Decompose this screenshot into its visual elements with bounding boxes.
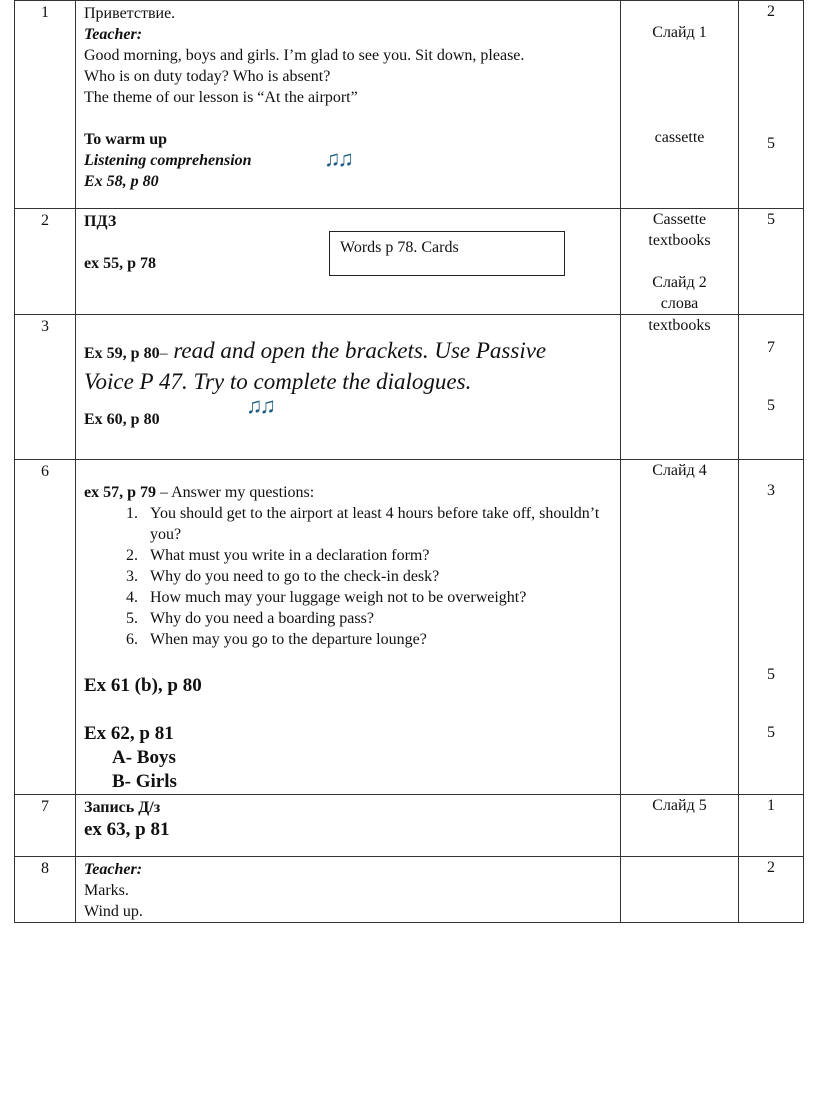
list-item: 2. What must you write in a declaration form? bbox=[142, 545, 612, 566]
list-item: 5. Why do you need a boarding pass? bbox=[142, 608, 612, 629]
teacher-label: Teacher: bbox=[84, 26, 143, 43]
row-number: 6 bbox=[15, 460, 76, 795]
listening-heading: Listening comprehension bbox=[84, 152, 252, 169]
cards-box: Words p 78. Cards bbox=[329, 231, 565, 276]
list-item: 6. When may you go to the departure lounge? bbox=[142, 629, 612, 650]
stage-heading: Запись Д/з bbox=[84, 799, 161, 816]
exercise-ref: Ex 59, p 80 bbox=[84, 345, 160, 362]
resources-cell bbox=[621, 460, 739, 795]
time-value: 5 bbox=[767, 666, 775, 683]
exercise-instruction: read and open the brackets. Use Passive bbox=[167, 338, 547, 363]
list-item: 3. Why do you need to go to the check-in desk? bbox=[142, 566, 612, 587]
warm-up-heading: To warm up bbox=[84, 131, 167, 148]
row-number: 1 bbox=[15, 1, 76, 209]
table-row bbox=[15, 857, 804, 923]
time-cell bbox=[739, 1, 804, 209]
group-label: A- Boys bbox=[112, 747, 176, 768]
exercise-instruction: – Answer my questions: bbox=[156, 484, 315, 501]
resource-item: Cassette bbox=[652, 211, 707, 228]
resource-item: Слайд 1 bbox=[652, 24, 707, 41]
table-row bbox=[15, 795, 804, 857]
question-list bbox=[84, 503, 612, 650]
resource-item: cassette bbox=[654, 129, 705, 146]
exercise-ref: ex 63, p 81 bbox=[84, 819, 170, 840]
stage-content bbox=[76, 209, 621, 315]
table-row bbox=[15, 460, 804, 795]
table-row bbox=[15, 1, 804, 209]
exercise-ref: ex 57, p 79 bbox=[84, 484, 156, 501]
resource-item: Слайд 5 bbox=[652, 797, 707, 814]
teacher-line: Marks. bbox=[84, 882, 129, 899]
greeting-heading: Приветствие. bbox=[84, 5, 176, 22]
exercise-ref: Ex 58, p 80 bbox=[84, 173, 159, 190]
stage-content bbox=[76, 795, 621, 857]
resource-item: слова bbox=[660, 295, 699, 312]
list-item: 1. You should get to the airport at least 4 hours before take off, shouldn’t you? bbox=[142, 503, 612, 545]
teacher-line: Wind up. bbox=[84, 903, 143, 920]
time-value: 1 bbox=[767, 797, 775, 814]
table-row bbox=[15, 209, 804, 315]
music-notes-icon: ♫♫ bbox=[324, 146, 351, 171]
resources-cell bbox=[621, 1, 739, 209]
resources-cell bbox=[621, 209, 739, 315]
time-value: 5 bbox=[767, 135, 775, 152]
stage-content bbox=[76, 1, 621, 209]
resources-cell bbox=[621, 315, 739, 460]
time-value: 2 bbox=[767, 859, 775, 876]
teacher-label: Teacher: bbox=[84, 861, 143, 878]
teacher-line: Who is on duty today? Who is absent? bbox=[84, 68, 331, 85]
stage-content bbox=[76, 460, 621, 795]
exercise-ref: Ex 61 (b), p 80 bbox=[84, 675, 202, 696]
table-row bbox=[15, 315, 804, 460]
row-number: 2 bbox=[15, 209, 76, 315]
time-cell bbox=[739, 315, 804, 460]
time-cell bbox=[739, 460, 804, 795]
row-number: 3 bbox=[15, 315, 76, 460]
group-label: B- Girls bbox=[112, 771, 177, 792]
resources-cell bbox=[621, 857, 739, 923]
music-notes-icon: ♫♫ bbox=[246, 393, 273, 418]
stage-content bbox=[76, 315, 621, 460]
stage-heading: ПДЗ bbox=[84, 213, 117, 230]
exercise-ref: ex 55, p 78 bbox=[84, 255, 156, 272]
teacher-line: Good morning, boys and girls. I’m glad to see you. Sit down, please. bbox=[84, 47, 525, 64]
row-number: 8 bbox=[15, 857, 76, 923]
time-cell bbox=[739, 857, 804, 923]
stage-content bbox=[76, 857, 621, 923]
teacher-line: The theme of our lesson is “At the airport” bbox=[84, 89, 358, 106]
list-item: 4. How much may your luggage weigh not to be overweight? bbox=[142, 587, 612, 608]
dash: – bbox=[159, 345, 168, 362]
resources-cell bbox=[621, 795, 739, 857]
time-value: 7 bbox=[767, 339, 775, 356]
time-cell bbox=[739, 209, 804, 315]
time-value: 5 bbox=[767, 724, 775, 741]
lesson-plan-table bbox=[14, 0, 804, 923]
time-value: 2 bbox=[767, 3, 775, 20]
time-value: 3 bbox=[767, 482, 775, 499]
resource-item: textbooks bbox=[648, 317, 711, 334]
time-cell bbox=[739, 795, 804, 857]
exercise-instruction: Voice P 47. Try to complete the dialogues. bbox=[84, 369, 472, 394]
time-value: 5 bbox=[767, 397, 775, 414]
row-number: 7 bbox=[15, 795, 76, 857]
time-value: 5 bbox=[767, 211, 775, 228]
resource-item: textbooks bbox=[648, 232, 711, 249]
resource-item: Слайд 2 bbox=[652, 274, 707, 291]
resource-item: Слайд 4 bbox=[652, 462, 707, 479]
exercise-ref: Ex 62, p 81 bbox=[84, 723, 174, 744]
exercise-ref: Ex 60, p 80 bbox=[84, 411, 160, 428]
